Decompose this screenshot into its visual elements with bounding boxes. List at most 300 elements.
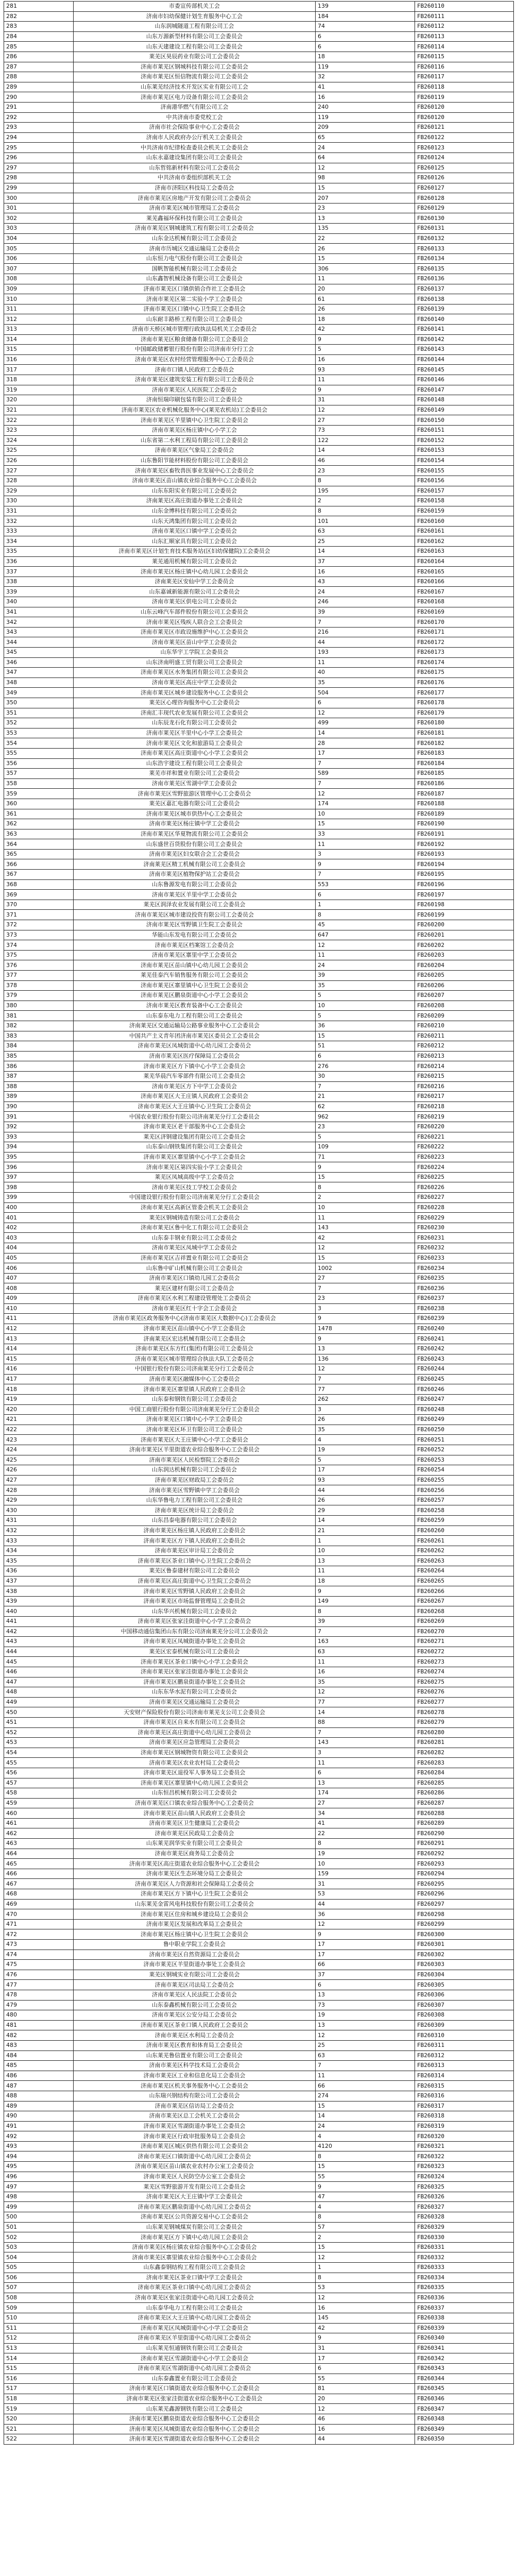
org-name-cell: 山东恒力电气股份有限公司工会委员会 xyxy=(74,253,316,264)
org-code-cell: FB260261 xyxy=(415,1536,514,1546)
row-index-cell: 301 xyxy=(4,203,74,213)
org-name-cell: 济南市莱芜区鹏泉街道中心小学工会委员会 xyxy=(74,991,316,1001)
row-index-cell: 282 xyxy=(4,11,74,22)
org-code-cell: FB260254 xyxy=(415,1465,514,1476)
member-count-cell: 42 xyxy=(316,2323,415,2333)
table-row xyxy=(4,1586,514,1597)
org-name-cell: 鲁中职业学院工会委员会 xyxy=(74,1940,316,1950)
table-row xyxy=(4,1617,514,1627)
table-row xyxy=(4,2000,514,2010)
org-code-cell: FB260327 xyxy=(415,2202,514,2212)
table-row xyxy=(4,2151,514,2162)
member-count-cell: 51 xyxy=(316,1041,415,1052)
org-name-cell: 山东盛世百货股份有限公司工会委员会 xyxy=(74,839,316,850)
org-name-cell: 山东莱芜鲁信置业有限公司工会委员会 xyxy=(74,2050,316,2061)
table-row xyxy=(4,1404,514,1415)
org-code-cell: FB260219 xyxy=(415,1112,514,1122)
org-name-cell: 中国建设银行股份有限公司济南莱芜分行工会委员会 xyxy=(74,1193,316,1203)
table-row xyxy=(4,1919,514,1929)
table-row xyxy=(4,1929,514,1940)
org-name-cell: 山东金达机械有限公司工会委员会 xyxy=(74,233,316,244)
org-code-cell: FB260314 xyxy=(415,2071,514,2081)
member-count-cell: 7 xyxy=(316,870,415,880)
org-name-cell: 济南市莱芜区供电公司工会委员会 xyxy=(74,597,316,607)
table-row xyxy=(4,556,514,567)
row-index-cell: 456 xyxy=(4,1768,74,1778)
member-count-cell: 5 xyxy=(316,991,415,1001)
member-count-cell: 46 xyxy=(316,2414,415,2424)
org-name-cell: 济南市莱芜区残疾人联合会工会委员会 xyxy=(74,617,316,628)
org-name-cell: 济南市莱芜区羊里街道办事处工会委员会 xyxy=(74,1960,316,1970)
org-code-cell: FB260231 xyxy=(415,1233,514,1243)
table-row xyxy=(4,2323,514,2333)
org-code-cell: FB260153 xyxy=(415,446,514,456)
org-code-cell: FB260243 xyxy=(415,1354,514,1364)
table-row xyxy=(4,1435,514,1445)
org-code-cell: FB260120 xyxy=(415,102,514,112)
member-count-cell: 63 xyxy=(316,2050,415,2061)
member-count-cell: 32 xyxy=(316,72,415,82)
table-row xyxy=(4,2101,514,2111)
table-row xyxy=(4,1788,514,1799)
org-code-cell: FB260294 xyxy=(415,1869,514,1879)
org-name-cell: 莱芜区凤城高级中学工会委员会 xyxy=(74,1172,316,1182)
org-code-cell: FB260302 xyxy=(415,1950,514,1960)
row-index-cell: 427 xyxy=(4,1475,74,1485)
org-code-cell: FB260229 xyxy=(415,1213,514,1223)
org-code-cell: FB260182 xyxy=(415,738,514,749)
member-count-cell: 12 xyxy=(316,940,415,951)
member-count-cell: 553 xyxy=(316,879,415,890)
table-row xyxy=(4,1879,514,1889)
row-index-cell: 453 xyxy=(4,1738,74,1748)
row-index-cell: 331 xyxy=(4,506,74,516)
org-code-cell: FB260339 xyxy=(415,2323,514,2333)
member-count-cell: 149 xyxy=(316,1596,415,1606)
org-code-cell: FB260271 xyxy=(415,1637,514,1647)
table-row xyxy=(4,1980,514,1990)
org-code-cell: FB260284 xyxy=(415,1768,514,1778)
table-row xyxy=(4,1717,514,1727)
org-name-cell: 莱芜佳泰汽车销售服务有限公司工会委员会 xyxy=(74,971,316,981)
table-row xyxy=(4,607,514,617)
member-count-cell: 16 xyxy=(316,1667,415,1677)
member-count-cell: 276 xyxy=(316,1061,415,1072)
table-row xyxy=(4,688,514,698)
org-code-cell: FB260223 xyxy=(415,1152,514,1162)
org-code-cell: FB260350 xyxy=(415,2434,514,2445)
org-name-cell: 济南市莱芜区张家洼街道农业综合服务中心工会委员会 xyxy=(74,2394,316,2404)
table-row xyxy=(4,1233,514,1243)
row-index-cell: 385 xyxy=(4,1051,74,1061)
member-count-cell: 88 xyxy=(316,1717,415,1727)
org-name-cell: 济南市莱芜区雪湖街道办事处工会委员会 xyxy=(74,2121,316,2131)
table-row xyxy=(4,264,514,274)
table-row xyxy=(4,1243,514,1253)
table-row xyxy=(4,1849,514,1859)
org-code-cell: FB260246 xyxy=(415,1384,514,1395)
table-row xyxy=(4,1465,514,1476)
member-count-cell: 3 xyxy=(316,1303,415,1314)
row-index-cell: 353 xyxy=(4,728,74,738)
member-count-cell: 7 xyxy=(316,1081,415,1092)
table-row xyxy=(4,1738,514,1748)
table-row xyxy=(4,648,514,658)
member-count-cell: 7 xyxy=(316,617,415,628)
org-name-cell: 莱芜华晨汽车零部件有限公司工会委员会 xyxy=(74,1071,316,1081)
row-index-cell: 371 xyxy=(4,910,74,920)
org-name-cell: 济南市莱芜区张家洼街道中心幼儿园工会委员会 xyxy=(74,2293,316,2303)
org-name-cell: 济南市莱芜区鲁中化工有限公司工会委员会 xyxy=(74,1223,316,1233)
org-name-cell: 山东哲铭新材料有限公司工会委员会 xyxy=(74,163,316,173)
member-count-cell: 43 xyxy=(316,577,415,587)
org-code-cell: FB260111 xyxy=(415,11,514,22)
row-index-cell: 312 xyxy=(4,314,74,325)
member-count-cell: 53 xyxy=(316,2283,415,2293)
org-code-cell: FB260181 xyxy=(415,728,514,738)
row-index-cell: 343 xyxy=(4,627,74,637)
org-name-cell: 济南市莱芜区自来水有限公司工会委员会 xyxy=(74,1717,316,1727)
org-name-cell: 济南市莱芜区寨里中学工会委员会 xyxy=(74,950,316,960)
row-index-cell: 434 xyxy=(4,1546,74,1556)
row-index-cell: 308 xyxy=(4,274,74,284)
table-row xyxy=(4,476,514,486)
member-count-cell: 15 xyxy=(316,2242,415,2252)
org-name-cell: 济南市莱芜区钢城科技有限公司工会委员会 xyxy=(74,62,316,72)
row-index-cell: 426 xyxy=(4,1465,74,1476)
member-count-cell: 122 xyxy=(316,435,415,446)
row-index-cell: 447 xyxy=(4,1677,74,1687)
row-index-cell: 404 xyxy=(4,1243,74,1253)
org-code-cell: FB260272 xyxy=(415,1647,514,1657)
org-name-cell: 济南市莱芜区发展和改革局工会委员会 xyxy=(74,1919,316,1929)
row-index-cell: 517 xyxy=(4,2384,74,2394)
table-row xyxy=(4,859,514,870)
org-name-cell: 山东润达机械有限公司工会委员会 xyxy=(74,1465,316,1476)
org-code-cell: FB260218 xyxy=(415,1101,514,1112)
org-name-cell: 济南市莱芜区城市供热中心工会委员会 xyxy=(74,809,316,819)
row-index-cell: 285 xyxy=(4,42,74,52)
org-name-cell: 济南港华燃气有限公司工会 xyxy=(74,102,316,112)
member-count-cell: 53 xyxy=(316,1889,415,1900)
table-row xyxy=(4,870,514,880)
row-index-cell: 497 xyxy=(4,2182,74,2192)
table-row xyxy=(4,980,514,991)
member-count-cell: 589 xyxy=(316,769,415,779)
row-index-cell: 363 xyxy=(4,829,74,839)
table-row xyxy=(4,1142,514,1153)
member-count-cell: 98 xyxy=(316,173,415,183)
row-index-cell: 518 xyxy=(4,2394,74,2404)
row-index-cell: 392 xyxy=(4,1122,74,1132)
row-index-cell: 463 xyxy=(4,1839,74,1849)
member-count-cell: 12 xyxy=(316,1919,415,1929)
member-count-cell: 27 xyxy=(316,415,415,426)
member-count-cell: 5 xyxy=(316,345,415,355)
member-count-cell: 12 xyxy=(316,163,415,173)
table-row xyxy=(4,345,514,355)
table-row xyxy=(4,708,514,718)
row-index-cell: 457 xyxy=(4,1778,74,1788)
org-code-cell: FB260305 xyxy=(415,1980,514,1990)
row-index-cell: 420 xyxy=(4,1404,74,1415)
row-index-cell: 496 xyxy=(4,2172,74,2182)
org-code-cell: FB260206 xyxy=(415,980,514,991)
table-row xyxy=(4,62,514,72)
org-name-cell: 济南市莱芜区政务服务中心(济南市莱芜区大数据中心)工会委员会 xyxy=(74,1314,316,1324)
table-row xyxy=(4,657,514,668)
row-index-cell: 288 xyxy=(4,72,74,82)
member-count-cell: 11 xyxy=(316,375,415,385)
org-name-cell: 济南市莱芜区退役军人事务局工会委员会 xyxy=(74,1768,316,1778)
org-code-cell: FB260287 xyxy=(415,1798,514,1808)
table-row xyxy=(4,1031,514,1041)
row-index-cell: 319 xyxy=(4,385,74,395)
member-count-cell: 8 xyxy=(316,2151,415,2162)
member-count-cell: 159 xyxy=(316,1869,415,1879)
member-count-cell: 30 xyxy=(316,1071,415,1081)
org-name-cell: 济南市人民政府办公厅机关工会委员会 xyxy=(74,132,316,143)
org-name-cell: 济南市莱芜区张家洼街道中心小学工会委员会 xyxy=(74,1617,316,1627)
org-code-cell: FB260268 xyxy=(415,1606,514,1617)
org-name-cell: 济南市莱芜区房地产开发有限公司工会委员会 xyxy=(74,193,316,204)
table-row xyxy=(4,960,514,971)
org-name-cell: 莱芜区济钢建设集团有限公司工会委员会 xyxy=(74,1132,316,1142)
org-name-cell: 济南市莱芜区寨里镇农业综合服务中心工会委员会 xyxy=(74,2252,316,2263)
row-index-cell: 406 xyxy=(4,1263,74,1274)
org-name-cell: 济南市莱芜区雪野镇卫生院工会委员会 xyxy=(74,920,316,930)
row-index-cell: 459 xyxy=(4,1798,74,1808)
org-code-cell: FB260338 xyxy=(415,2313,514,2323)
org-code-cell: FB260291 xyxy=(415,1839,514,1849)
org-name-cell: 莱芜区建材有限公司工会委员会 xyxy=(74,1283,316,1294)
table-row xyxy=(4,425,514,435)
org-code-cell: FB260264 xyxy=(415,1566,514,1577)
org-name-cell: 济南市莱芜区雪野镇中学工会委员会 xyxy=(74,1485,316,1496)
org-code-cell: FB260332 xyxy=(415,2252,514,2263)
org-name-cell: 济南市莱芜区恒信物流有限公司工会委员会 xyxy=(74,72,316,82)
org-code-cell: FB260343 xyxy=(415,2363,514,2374)
org-code-cell: FB260349 xyxy=(415,2424,514,2434)
row-index-cell: 419 xyxy=(4,1394,74,1404)
member-count-cell: 14 xyxy=(316,446,415,456)
table-row xyxy=(4,506,514,516)
org-code-cell: FB260312 xyxy=(415,2050,514,2061)
table-row xyxy=(4,1768,514,1778)
table-row xyxy=(4,2111,514,2122)
org-code-cell: FB260198 xyxy=(415,900,514,910)
table-row xyxy=(4,587,514,597)
row-index-cell: 488 xyxy=(4,2091,74,2101)
org-name-cell: 山东省第二水利工程局有限公司工会委员会 xyxy=(74,435,316,446)
org-code-cell: FB260147 xyxy=(415,385,514,395)
table-row xyxy=(4,253,514,264)
row-index-cell: 468 xyxy=(4,1889,74,1900)
table-row xyxy=(4,1889,514,1900)
member-count-cell: 15 xyxy=(316,183,415,193)
org-code-cell: FB260130 xyxy=(415,213,514,224)
org-name-cell: 济南市莱芜区水利局工会委员会 xyxy=(74,2030,316,2041)
org-code-cell: FB260267 xyxy=(415,1596,514,1606)
member-count-cell: 7 xyxy=(316,1374,415,1384)
row-index-cell: 454 xyxy=(4,1748,74,1758)
org-code-cell: FB260190 xyxy=(415,819,514,829)
member-count-cell: 12 xyxy=(316,2252,415,2263)
member-count-cell: 39 xyxy=(316,1617,415,1627)
table-row xyxy=(4,1415,514,1425)
org-name-cell: 济南市莱芜区总工会机关工会委员会 xyxy=(74,2111,316,2122)
member-count-cell: 143 xyxy=(316,1223,415,1233)
member-count-cell: 34 xyxy=(316,1808,415,1819)
org-code-cell: FB260306 xyxy=(415,1990,514,2000)
org-code-cell: FB260151 xyxy=(415,425,514,435)
org-code-cell: FB260226 xyxy=(415,1182,514,1193)
org-code-cell: FB260309 xyxy=(415,2020,514,2030)
member-count-cell: 11 xyxy=(316,1566,415,1577)
row-index-cell: 290 xyxy=(4,92,74,103)
org-code-cell: FB260126 xyxy=(415,173,514,183)
row-index-cell: 386 xyxy=(4,1061,74,1072)
org-code-cell: FB260280 xyxy=(415,1727,514,1738)
table-row xyxy=(4,2363,514,2374)
org-name-cell: 济南市莱芜区钢城物资有限公司工会委员会 xyxy=(74,1748,316,1758)
org-name-cell: 华能山东发电有限公司工会委员会 xyxy=(74,930,316,940)
org-name-cell: 济南市莱芜区寨里镇人民政府工会委员会 xyxy=(74,1384,316,1395)
member-count-cell: 184 xyxy=(316,11,415,22)
member-count-cell: 4 xyxy=(316,2202,415,2212)
table-row xyxy=(4,2222,514,2232)
row-index-cell: 397 xyxy=(4,1172,74,1182)
table-row xyxy=(4,365,514,375)
org-name-cell: 济南市莱芜区方下镇中心幼儿园工会委员会 xyxy=(74,2232,316,2243)
member-count-cell: 9 xyxy=(316,2333,415,2344)
table-row xyxy=(4,2414,514,2424)
org-name-cell: 济南市莱芜区公安分局工会委员会 xyxy=(74,2010,316,2021)
org-name-cell: 济南市莱芜区高庄街道农业综合服务中心工会委员会 xyxy=(74,1859,316,1869)
member-count-cell: 16 xyxy=(316,2424,415,2434)
org-name-cell: 山东辰龙石化有限公司工会委员会 xyxy=(74,718,316,728)
member-count-cell: 16 xyxy=(316,2303,415,2313)
row-index-cell: 486 xyxy=(4,2071,74,2081)
org-name-cell: 天安财产保险股份有限公司济南市莱芜支公司工会委员会 xyxy=(74,1707,316,1718)
table-row xyxy=(4,748,514,758)
org-name-cell: 济南市莱芜区大王庄镇中心小学工会委员会 xyxy=(74,1435,316,1445)
org-code-cell: FB260154 xyxy=(415,455,514,466)
table-row xyxy=(4,224,514,234)
row-index-cell: 479 xyxy=(4,2000,74,2010)
row-index-cell: 294 xyxy=(4,132,74,143)
row-index-cell: 410 xyxy=(4,1303,74,1314)
table-row xyxy=(4,455,514,466)
table-row xyxy=(4,1011,514,1021)
org-code-cell: FB260152 xyxy=(415,435,514,446)
member-count-cell: 55 xyxy=(316,2172,415,2182)
org-code-cell: FB260260 xyxy=(415,1526,514,1536)
member-count-cell: 7 xyxy=(316,758,415,769)
row-index-cell: 399 xyxy=(4,1193,74,1203)
org-name-cell: 济南市莱芜区口镇街道中心幼儿园工会委员会 xyxy=(74,2151,316,2162)
member-count-cell: 647 xyxy=(316,930,415,940)
member-count-cell: 35 xyxy=(316,980,415,991)
row-index-cell: 299 xyxy=(4,183,74,193)
org-name-cell: 济南市莱芜区茶业口镇中心卫生院工会委员会 xyxy=(74,1556,316,1566)
org-name-cell: 济南市莱芜区方下中学工会委员会 xyxy=(74,1081,316,1092)
org-name-cell: 济南市莱芜区茶业口镇中学工会委员会 xyxy=(74,2273,316,2283)
org-name-cell: 莱芜区钢城实业有限公司工会委员会 xyxy=(74,1970,316,1980)
row-index-cell: 327 xyxy=(4,466,74,476)
table-row xyxy=(4,617,514,628)
org-code-cell: FB260208 xyxy=(415,1001,514,1011)
org-name-cell: 济南市莱芜区高庄街道中心卫生院工会委员会 xyxy=(74,1576,316,1586)
org-name-cell: 莱芜区昊辰药业有限公司工会委员会 xyxy=(74,52,316,62)
org-code-cell: FB260207 xyxy=(415,991,514,1001)
org-name-cell: 山东泰和钢铁有限公司工会委员会 xyxy=(74,1394,316,1404)
org-name-cell: 济南市莱芜区杨庄镇中心小学工会 xyxy=(74,425,316,435)
table-row xyxy=(4,526,514,536)
org-name-cell: 济南市莱芜区茶业口镇中心小学工会委员会 xyxy=(74,1657,316,1667)
table-row xyxy=(4,446,514,456)
row-index-cell: 382 xyxy=(4,1021,74,1031)
org-code-cell: FB260165 xyxy=(415,567,514,577)
org-name-cell: 济南市莱芜区教育和体育局工会委员会 xyxy=(74,2040,316,2050)
row-index-cell: 423 xyxy=(4,1435,74,1445)
row-index-cell: 326 xyxy=(4,455,74,466)
member-count-cell: 66 xyxy=(316,1960,415,1970)
table-row xyxy=(4,1334,514,1344)
org-name-cell: 济南市莱芜区人民检察院工会委员会 xyxy=(74,1455,316,1465)
org-code-cell: FB260225 xyxy=(415,1172,514,1182)
member-count-cell: 12 xyxy=(316,1687,415,1698)
table-row xyxy=(4,1546,514,1556)
row-index-cell: 354 xyxy=(4,738,74,749)
member-count-cell: 17 xyxy=(316,1950,415,1960)
org-name-cell: 济南市莱芜区植物保护站工会委员会 xyxy=(74,870,316,880)
table-row xyxy=(4,1051,514,1061)
table-row xyxy=(4,1516,514,1526)
org-name-cell: 济南市莱芜区技工学校工会委员会 xyxy=(74,1182,316,1193)
org-name-cell: 莱芜区嘉汇电器有限公司工会委员会 xyxy=(74,799,316,809)
table-row xyxy=(4,789,514,799)
org-code-cell: FB260164 xyxy=(415,556,514,567)
org-name-cell: 山东华宇工学院工会委员会 xyxy=(74,648,316,658)
org-name-cell: 济南恒瑞印刷包装有限公司工会委员会 xyxy=(74,395,316,405)
org-code-cell: FB260308 xyxy=(415,2010,514,2021)
row-index-cell: 409 xyxy=(4,1294,74,1304)
row-index-cell: 491 xyxy=(4,2121,74,2131)
row-index-cell: 388 xyxy=(4,1081,74,1092)
org-code-cell: FB260118 xyxy=(415,82,514,92)
org-name-cell: 济南市莱芜区凤城中学工会委员会 xyxy=(74,1243,316,1253)
member-count-cell: 15 xyxy=(316,1172,415,1182)
org-name-cell: 中共济南市委党校工会 xyxy=(74,112,316,123)
org-name-cell: 济南市口镇人民政府工会委员会 xyxy=(74,365,316,375)
table-row xyxy=(4,950,514,960)
org-name-cell: 济南市莱芜区文化和旅游局工会委员会 xyxy=(74,738,316,749)
org-code-cell: FB260134 xyxy=(415,253,514,264)
org-name-cell: 济南市莱芜区城乡建设服务中心工会委员会 xyxy=(74,688,316,698)
table-row xyxy=(4,940,514,951)
member-count-cell: 19 xyxy=(316,2010,415,2021)
row-index-cell: 422 xyxy=(4,1425,74,1435)
row-index-cell: 452 xyxy=(4,1727,74,1738)
table-row xyxy=(4,1798,514,1808)
org-code-cell: FB260172 xyxy=(415,637,514,648)
org-code-cell: FB260304 xyxy=(415,1970,514,1980)
member-count-cell: 9 xyxy=(316,334,415,345)
table-row xyxy=(4,2061,514,2071)
org-name-cell: 济南市莱芜区老干部服务中心工会委员会 xyxy=(74,1122,316,1132)
row-index-cell: 323 xyxy=(4,425,74,435)
